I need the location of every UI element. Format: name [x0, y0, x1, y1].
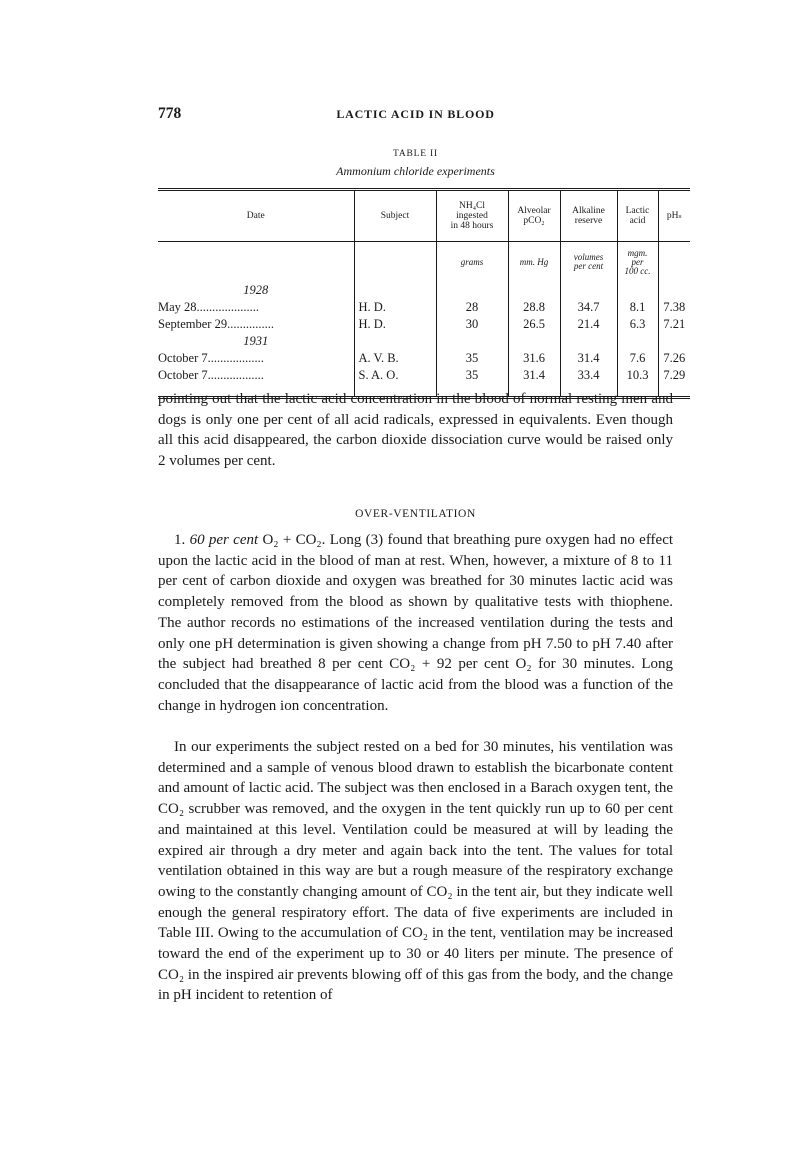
- cell-alkaline: 31.4: [560, 350, 617, 367]
- cell-nh4cl: 30: [436, 316, 508, 333]
- section-heading: OVER-VENTILATION: [355, 508, 476, 520]
- cell-nh4cl: 35: [436, 350, 508, 367]
- cell-lactic: 7.6: [617, 350, 658, 367]
- cell-alkaline: 21.4: [560, 316, 617, 333]
- paragraph-long-study-text: Long (3) found that breathing pure oxygen had no effect upon the lactic acid in the blood of man at rest. When, however, a mixture of 8 to 11 per cent of carbon dioxide and oxygen was breathed for 30 minutes lactic acid was completely removed from the blood as shown by qualitative tests with thiophene. The author records no estimations of the increased ventilation during the tests and only one pH determination is given showing a change from pH 7.50 to pH 7.40 after the subject had breathed 8 per cent CO₂ + 92 per cent O₂ for 30 minutes. Long concluded that the disappearance of lactic acid from the blood was a function of the change in hydrogen ion concentration.: [158, 532, 674, 714]
- table-row: [158, 299, 690, 316]
- units-row: [158, 242, 690, 283]
- paragraph-long-study: [158, 530, 673, 716]
- cell-ph: 7.38: [658, 299, 690, 316]
- col-header-date: Date: [158, 190, 354, 242]
- cell-subject: H. D.: [354, 299, 436, 316]
- cell-subject: S. A. O.: [354, 367, 436, 384]
- table-row: [158, 367, 690, 384]
- table-label: TABLE II: [393, 149, 438, 159]
- col-header-ph: pHₛ: [658, 190, 690, 242]
- cell-ph: 7.21: [658, 316, 690, 333]
- cell-nh4cl: 35: [436, 367, 508, 384]
- year-label: 1931: [243, 334, 269, 348]
- page-header: [158, 105, 673, 127]
- paragraph-our-experiments: In our experiments the subject rested on a bed for 30 minutes, his ventilation was determined and a sample of venous blood drawn to establish the bicarbonate content and amount of lactic acid. The subject was then enclosed in a Barach oxygen tent, the CO₂ scrubber was removed, and the oxygen in the tent quickly run up to 60 per cent and maintained at this level. Ventilation could be measured at will by leading the expired air through a dry meter and again back into the tent. The values for total ventilation obtained in this way are but a rough measure of the respiratory exchange owing to the constantly changing amount of CO₂ in the tent air, but they indicate well enough the general respiratory effort. The data of five experiments are included in Table III. Owing to the accumulation of CO₂ in the tent, ventilation may be increased toward the end of the experiment up to 30 or 40 liters per minute. The presence of CO₂ in the inspired air prevents blowing off of this gas from the body, and the change in pH incident to retention of: [158, 739, 673, 1004]
- paragraph-continued: pointing out that the lactic acid concentration in the blood of normal resting men and dogs is only one per cent of all acid radicals, expressed in equivalents. Even though all this acid disappeared, the carbon dioxide dissociation curve would be raised only 2 volumes per cent.: [158, 391, 673, 470]
- page-number: 778: [158, 105, 182, 122]
- table-row: [158, 350, 690, 367]
- table-header-row: [158, 190, 690, 242]
- cell-nh4cl: 28: [436, 299, 508, 316]
- cell-subject: A. V. B.: [354, 350, 436, 367]
- item-lead-italic: 60 per cent: [189, 532, 259, 548]
- cell-lactic: 8.1: [617, 299, 658, 316]
- year-row: [158, 333, 690, 350]
- cell-date: October 7..................: [158, 368, 264, 382]
- table-row: [158, 316, 690, 333]
- ammonium-chloride-table: [158, 188, 690, 399]
- col-header-lactic: Lactic acid: [617, 190, 658, 242]
- col-header-alveolar: Alveolar pCO₂: [508, 190, 560, 242]
- cell-lactic: 6.3: [617, 316, 658, 333]
- year-row: [158, 282, 690, 299]
- running-title: LACTIC ACID IN BLOOD: [336, 107, 495, 121]
- cell-date: September 29...............: [158, 317, 274, 331]
- col-header-nh4cl: NH₄Cl ingested in 48 hours: [436, 190, 508, 242]
- cell-subject: H. D.: [354, 316, 436, 333]
- cell-alkaline: 34.7: [560, 299, 617, 316]
- cell-ph: 7.26: [658, 350, 690, 367]
- item-number: 1.: [174, 532, 186, 548]
- unit-alkaline: volumes per cent: [560, 242, 617, 283]
- cell-alveolar: 31.4: [508, 367, 560, 384]
- cell-ph: 7.29: [658, 367, 690, 384]
- item-lead-formula: O₂ + CO₂.: [262, 532, 326, 548]
- cell-date: October 7..................: [158, 351, 264, 365]
- col-header-subject: Subject: [354, 190, 436, 242]
- unit-nh4cl: grams: [436, 242, 508, 283]
- cell-alkaline: 33.4: [560, 367, 617, 384]
- table-caption: Ammonium chloride experiments: [336, 164, 495, 178]
- cell-alveolar: 26.5: [508, 316, 560, 333]
- year-label: 1928: [243, 283, 269, 297]
- unit-alveolar: mm. Hg: [508, 242, 560, 283]
- cell-date: May 28....................: [158, 300, 260, 314]
- cell-alveolar: 31.6: [508, 350, 560, 367]
- cell-alveolar: 28.8: [508, 299, 560, 316]
- cell-lactic: 10.3: [617, 367, 658, 384]
- col-header-alkaline: Alkaline reserve: [560, 190, 617, 242]
- unit-lactic: mgm. per 100 cc.: [617, 242, 658, 283]
